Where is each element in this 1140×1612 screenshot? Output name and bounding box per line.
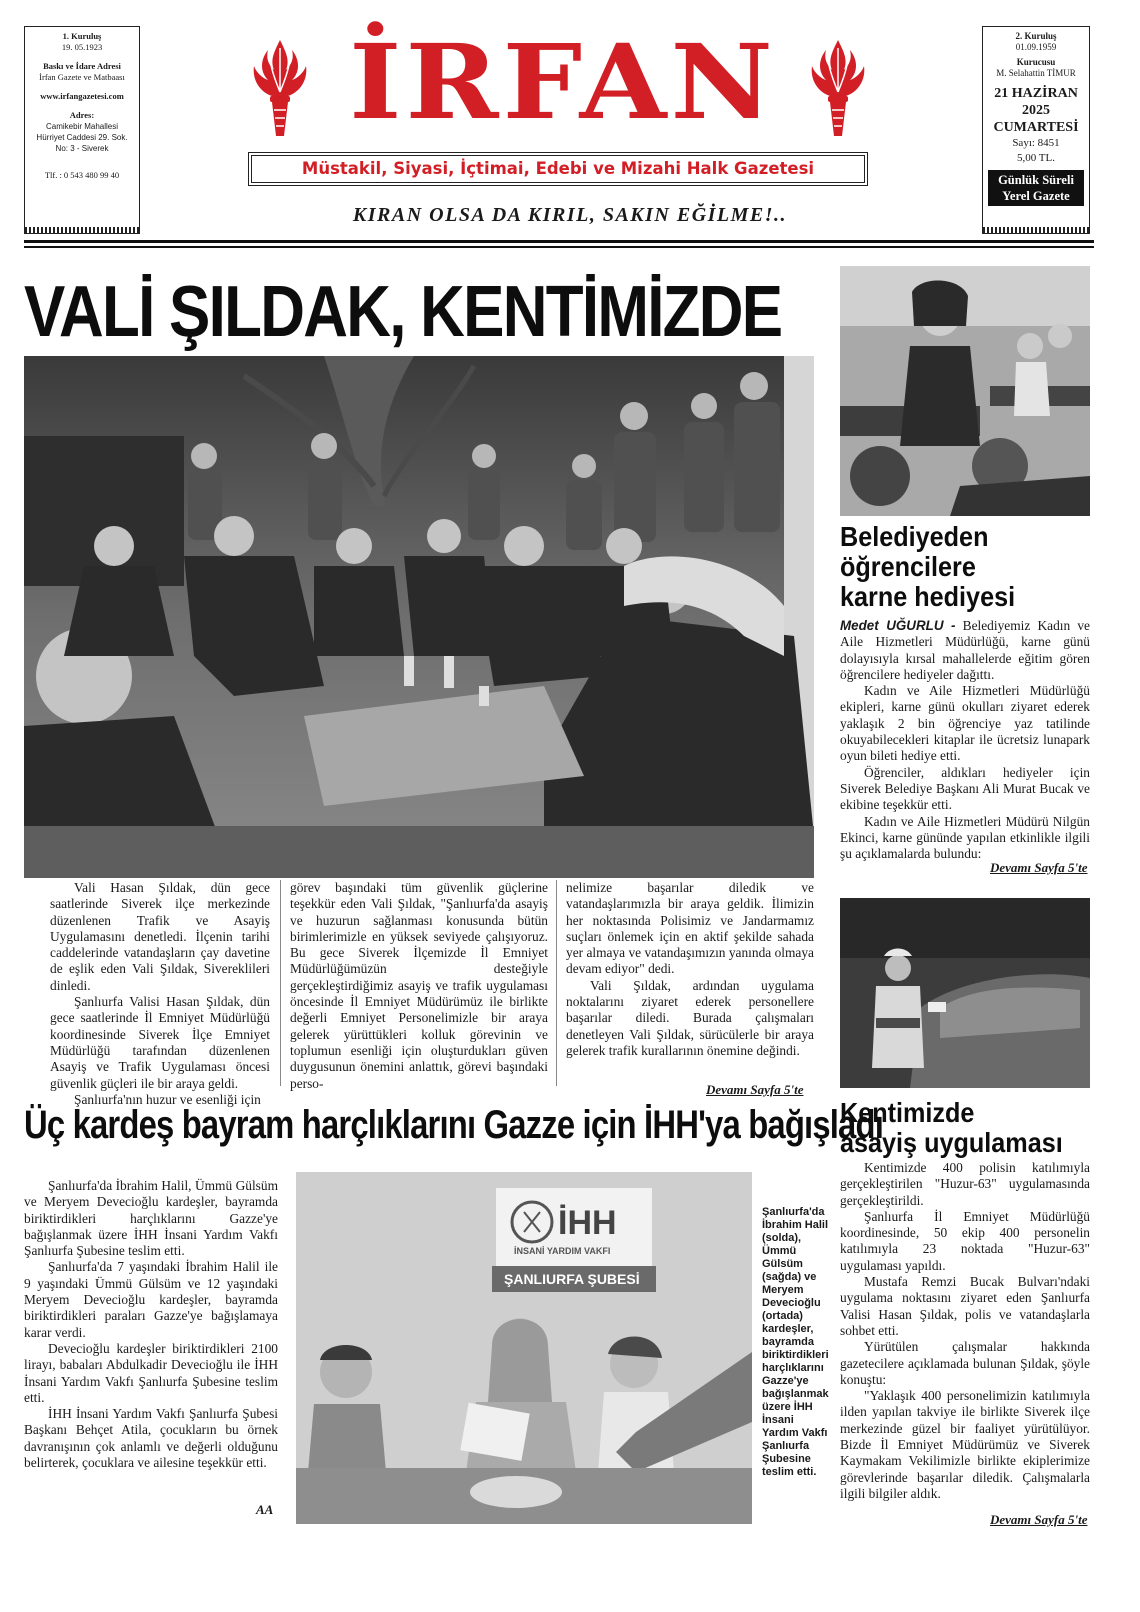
ihh-sign-logo: İHH: [558, 1204, 617, 1242]
lead-story-continued-link[interactable]: Devamı Sayfa 5'te: [706, 1082, 804, 1097]
masthead-divider: [24, 246, 1094, 248]
lead-story-column-3: [566, 880, 814, 1059]
ihh-donation-photo: [296, 1172, 752, 1524]
side-story-2-headline-line: Kentimizde: [840, 1097, 975, 1128]
newspaper-tagline: Müstakil, Siyasi, İçtimai, Edebi ve Mizahi Halk Gazetesi: [251, 155, 865, 183]
daily-local-newspaper-badge: [988, 170, 1084, 206]
side-story-1-headline-line: karne hediyesi: [840, 581, 1016, 612]
column-divider: [280, 880, 281, 1086]
issue-date-year: 2025: [1022, 103, 1050, 118]
side-story-1-headline: [840, 522, 1074, 612]
newspaper-tagline-box: [248, 152, 868, 186]
kurulus1-date: 19. 05.1923: [61, 42, 103, 52]
ear-stripe-decoration: [983, 227, 1089, 233]
story-2-headline: Üç kardeş bayram harçlıklarını Gazze için İHH'ya bağışladı: [24, 1103, 883, 1147]
lead-story-photo: [24, 356, 814, 878]
phone-number: Tlf. : 0 543 480 99 40: [44, 170, 120, 180]
side-story-1-paragraph: Kadın ve Aile Hizmetleri Müdürlüğü ekipleri, karne günü okulları ziyaret ederek yaklaşık 2 bin öğrenciye yaz tatilinde okuyabilecekleri kitaplar ile ücretsiz lunapark oyun bileti hediye etti.: [840, 683, 1090, 764]
masthead-left-info-box: [24, 26, 140, 234]
issue-weekday: CUMARTESİ: [993, 120, 1079, 135]
lead-story-headline: VALİ ŞILDAK, KENTİMİZDE: [24, 272, 782, 352]
side-story-1-headline-line: Belediyeden: [840, 521, 989, 552]
side-story-2-headline-line: asayiş uygulaması: [840, 1127, 1063, 1158]
side-story-2-body: [840, 1160, 1090, 1502]
side-story-1-body: [840, 618, 1090, 862]
lead-story-paragraph: görev başındaki tüm güvenlik güçlerine teşekkür eden Vali Şıldak, "Şanlıurfa'da asayiş ve huzurun sağlanması konusunda bütün birimlerimizle en yüksek seviyede çalışıyoruz. Bu gece Siverek İlçemizde İl Emniyet Müdürlüğümüzün desteğiyle gerçekleştirdiğimiz asayiş ve trafik uygulaması öncesinde İl Emniyet Müdürümüz ile birlikte değerli Emniyet Personelimizle bir araya gelerek yürüttükleri kolluk görevinin ve toplumun esenliği için oluşturdukları güven duygusunun önemini anlattık, görevi başındaki perso-: [290, 880, 548, 1091]
issue-price: 5,00 TL.: [1017, 152, 1055, 164]
lead-story-paragraph: Vali Şıldak, ardından uygulama noktalarını ziyaret ederek personellere başarılar diledi. Burada çalışmaları denetleyen Vali Şıldak, sürücülerle bir araya gelerek trafik kurallarının önemine değindi.: [566, 977, 814, 1058]
story-2-body: [24, 1178, 278, 1471]
adres-label: Adres:: [69, 110, 95, 120]
kurulus2-date: 01.09.1959: [1015, 42, 1057, 52]
address-line-1: Camikebir Mahallesi: [45, 122, 119, 131]
side-story-2-continued-link[interactable]: Devamı Sayfa 5'te: [990, 1512, 1088, 1527]
ihh-sign-branch: ŞANLIURFA ŞUBESİ: [504, 1271, 640, 1287]
story-2-paragraph: Devecioğlu kardeşler biriktirdikleri 2100 lirayı, babaları Abdulkadir Devecioğlu ile İHH İnsani Yardım Vakfı Şanlıurfa Şubesine teslim etti.: [24, 1340, 278, 1405]
torch-emblem-icon: [806, 36, 870, 142]
masthead-right-info-box: [982, 26, 1090, 234]
address-line-3: No: 3 - Siverek: [55, 144, 109, 153]
ear-stripe-decoration: [25, 227, 139, 233]
side-story-1-paragraph: Kadın ve Aile Hizmetleri Müdürü Nilgün Ekinci, karne gününde yapılan etkinlikle ilgili şu açıklamalarda bulundu:: [840, 813, 1090, 862]
side-story-1-paragraph: Öğrenciler, aldıkları hediyeler için Siverek Belediye Başkanı Ali Murat Bucak ve ekibine teşekkür etti.: [840, 764, 1090, 813]
lead-story-column-2: [290, 880, 548, 1092]
side-story-2-paragraph: Şanlıurfa İl Emniyet Müdürlüğü koordinesinde, 50 ekip 400 personelin katılımıyla 23 noktada "Huzur-63" uygulaması yapıldı.: [840, 1208, 1090, 1273]
side-story-2-paragraph: Yürütülen çalışmalar hakkında gazetecilere açıklamada bulunan Şıldak, şöyle konuştu:: [840, 1339, 1090, 1387]
side-story-2-paragraph: "Yaklaşık 400 personelimizin katılımıyla ilden yapılan takviye ile birlikte Siverek ilçe merkezinde güzel bir faaliyet yürütülüyor. Bizde İl Emniyet Müdürümüz ve Siverek Kaymakam Vekilimizle birlikte ekiplerimize görevlerinde başarılar diledik. Çalışmalarla ilgili bilgiler aldık.: [840, 1388, 1090, 1501]
newspaper-logo: İRFAN: [349, 22, 777, 143]
address-line-2: Hürriyet Caddesi 29. Sok.: [36, 133, 128, 142]
story-2-paragraph: Şanlıurfa'da 7 yaşındaki İbrahim Halil ile 9 yaşındaki Ümmü Gülsüm ve 12 yaşındaki Meryem Devecioğlu kardeşler, bayramda biriktirdikleri paraları Gazze'ye bağışlamaya karar verdi.: [24, 1259, 278, 1340]
story-2-source: AA: [256, 1502, 274, 1517]
ihh-sign-subtitle: İNSANİ YARDIM VAKFI: [514, 1246, 611, 1256]
side-story-1-paragraph: Belediyemiz Kadın ve Aile Hizmetleri Müdürlüğü, karne günü dolayısıyla kırsal mahallelerde eğitim gören öğrencilere hediyeler dağıttı.: [840, 618, 1090, 682]
kurulus2-label: 2. Kuruluş: [1015, 31, 1057, 41]
school-gifts-photo: [840, 266, 1090, 516]
lead-story-paragraph: Vali Hasan Şıldak, dün gece saatlerinde Siverek ilçe merkezinde düzenlenen Trafik ve Asayiş Uygulamasını denetledi. İlçenin tarihi caddelerinde vatandaşların çay davetine de eşlik eden Vali Şıldak, Sivereklileri dinledi.: [50, 880, 270, 993]
lead-story-paragraph: nelimize başarılar diledik ve vatandaşlarımızla bir araya geldik. İlimizin her noktasında Polisimiz ve Jandarmamız suçları önlemek için en aktif şekilde sahada yer almaya ve vatandaşımızın yanında olmaya devam ediyor" dedi.: [566, 880, 815, 977]
byline: Medet UĞURLU -: [840, 618, 956, 633]
column-divider: [556, 880, 557, 1086]
founder-name: M. Selahattin TİMUR: [996, 68, 1076, 78]
story-2-paragraph: Şanlıurfa'da İbrahim Halil, Ümmü Gülsüm ve Meryem Devecioğlu kardeşler, bayramda biriktirdikleri harçlıklarını Gazze'ye bağışlanmak üzere İHH İnsani Yardım Vakfı Şanlıurfa Şubesine teslim etti.: [24, 1178, 278, 1259]
story-2-paragraph: İHH İnsani Yardım Vakfı Şanlıurfa Şubesi Başkanı Behçet Atila, çocukların bu örnek davranışının çok anlamlı ve değerli olduğunu belirterek, çocuklara ve ailesine teşekkür etti.: [24, 1406, 278, 1471]
kurulus1-label: 1. Kuruluş: [62, 31, 102, 41]
website-link[interactable]: www.irfangazetesi.com: [40, 91, 124, 101]
side-story-1-continued-link[interactable]: Devamı Sayfa 5'te: [990, 860, 1088, 875]
side-story-1-headline-line: öğrencilere: [840, 551, 976, 582]
issue-date-day-month: 21 HAZİRAN: [994, 86, 1078, 101]
traffic-check-photo: [840, 898, 1090, 1088]
badge-line-1: Günlük Süreli: [998, 173, 1074, 187]
masthead-divider: [24, 240, 1094, 243]
publisher-name: İrfan Gazete ve Matbaası: [39, 72, 125, 82]
badge-line-2: Yerel Gazete: [1002, 189, 1070, 203]
lead-story-column-1: [50, 880, 270, 1108]
newspaper-motto: KIRAN OLSA DA KIRIL, SAKIN EĞİLME!..: [352, 204, 788, 226]
issue-date: [986, 85, 1086, 136]
lead-story-paragraph: Şanlıurfa'nın huzur ve esenliği için: [74, 1091, 261, 1107]
side-story-2-paragraph: Kentimizde 400 polisin katılımıyla gerçekleştirilen "Huzur-63" uygulamasında gerçekleştirildi.: [840, 1160, 1090, 1208]
side-story-2-paragraph: Mustafa Remzi Bucak Bulvarı'ndaki uygulama noktasını ziyaret eden Şanlıurfa Valisi Hasan Şıldak, polis ve vatandaşlarla sohbet etti.: [840, 1274, 1090, 1338]
torch-emblem-icon: [248, 36, 312, 142]
address-title: Baskı ve İdare Adresi: [43, 61, 121, 71]
lead-story-paragraph: Şanlıurfa Valisi Hasan Şıldak, dün gece saatlerinde İl Emniyet Müdürlüğü koordinesinde Siverek İlçe Emniyet Müdürlüğü tarafından düzenlenen Asayiş ve Trafik Uygulaması öncesi güvenlik güçleri ile bir araya geldi.: [50, 994, 270, 1091]
founder-label: Kurucusu: [1016, 57, 1056, 67]
issue-number: Sayı: 8451: [1012, 137, 1060, 149]
ihh-photo-caption: Şanlıurfa'da İbrahim Halil (solda), Ümmü Gülsüm (sağda) ve Meryem Devecioğlu (ortada) kardeşler, bayramda biriktirdikleri harçlıklarını Gazze'ye bağışlanmak üzere İHH İnsani Yardım Vakfı Şanlıurfa Şubesine teslim etti.: [762, 1206, 829, 1478]
